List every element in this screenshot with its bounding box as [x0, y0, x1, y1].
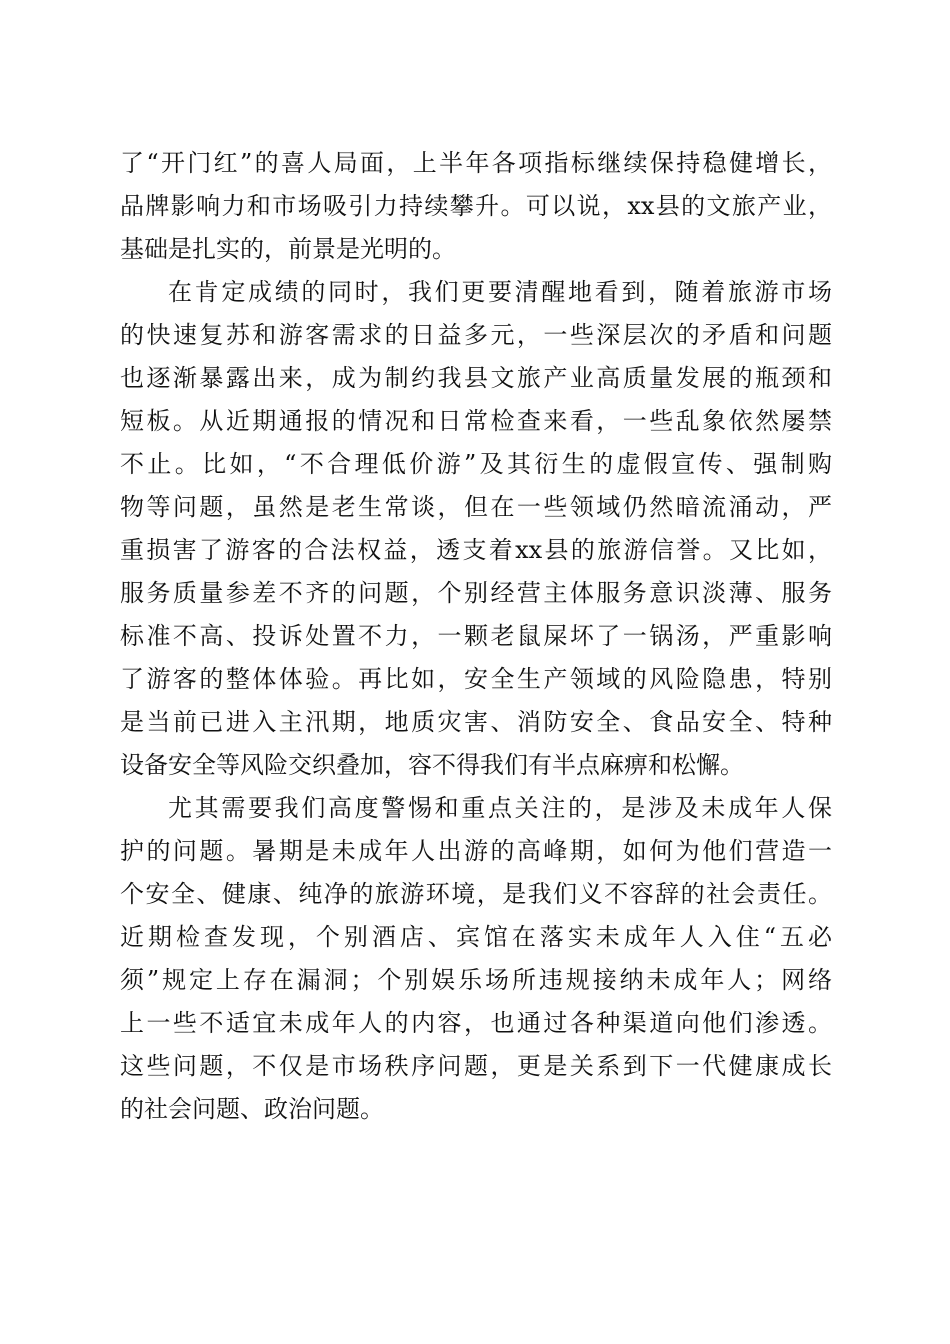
- text-line: 了游客的整体体验。再比如，安全生产领域的风险隐患，特别: [120, 665, 832, 693]
- text-line: 基础是扎实的，前景是光明的。: [120, 235, 456, 263]
- text-line: 不止。比如，“不合理低价游”及其衍生的虚假宣传、强制购: [120, 450, 832, 478]
- text-line: 近期检查发现，个别酒店、宾馆在落实未成年人入住“五必: [120, 923, 832, 951]
- paragraph-2: [120, 271, 832, 787]
- text-line: 品牌影响力和市场吸引力持续攀升。可以说，xx县的文旅产业，: [120, 192, 832, 220]
- text-line: 设备安全等风险交织叠加，容不得我们有半点麻痹和松懈。: [120, 751, 744, 779]
- text-line: 也逐渐暴露出来，成为制约我县文旅产业高质量发展的瓶颈和: [120, 364, 832, 392]
- text-line: 上一些不适宜未成年人的内容，也通过各种渠道向他们渗透。: [120, 1009, 832, 1037]
- text-line: 须”规定上存在漏洞；个别娱乐场所违规接纳未成年人；网络: [120, 966, 832, 994]
- text-line: 短板。从近期通报的情况和日常检查来看，一些乱象依然屡禁: [120, 407, 832, 435]
- text-line: 了“开门红”的喜人局面，上半年各项指标继续保持稳健增长，: [120, 149, 832, 177]
- text-line: 这些问题，不仅是市场秩序问题，更是关系到下一代健康成长: [120, 1052, 832, 1080]
- text-line: 的快速复苏和游客需求的日益多元，一些深层次的矛盾和问题: [120, 321, 832, 349]
- paragraph-1: [120, 142, 832, 271]
- text-line: 尤其需要我们高度警惕和重点关注的，是涉及未成年人保: [168, 794, 832, 822]
- text-line: 重损害了游客的合法权益，透支着xx县的旅游信誉。又比如，: [120, 536, 832, 564]
- paragraph-3: [120, 787, 832, 1131]
- text-line: 的社会问题、政治问题。: [120, 1095, 384, 1123]
- text-line: 是当前已进入主汛期，地质灾害、消防安全、食品安全、特种: [120, 708, 832, 736]
- text-line: 标准不高、投诉处置不力，一颗老鼠屎坏了一锅汤，严重影响: [120, 622, 832, 650]
- text-line: 物等问题，虽然是老生常谈，但在一些领域仍然暗流涌动，严: [120, 493, 832, 521]
- text-line: 个安全、健康、纯净的旅游环境，是我们义不容辞的社会责任。: [120, 880, 832, 908]
- text-line: 在肯定成绩的同时，我们更要清醒地看到，随着旅游市场: [168, 278, 832, 306]
- text-line: 护的问题。暑期是未成年人出游的高峰期，如何为他们营造一: [120, 837, 832, 865]
- text-line: 服务质量参差不齐的问题，个别经营主体服务意识淡薄、服务: [120, 579, 832, 607]
- body-text: [120, 142, 832, 1131]
